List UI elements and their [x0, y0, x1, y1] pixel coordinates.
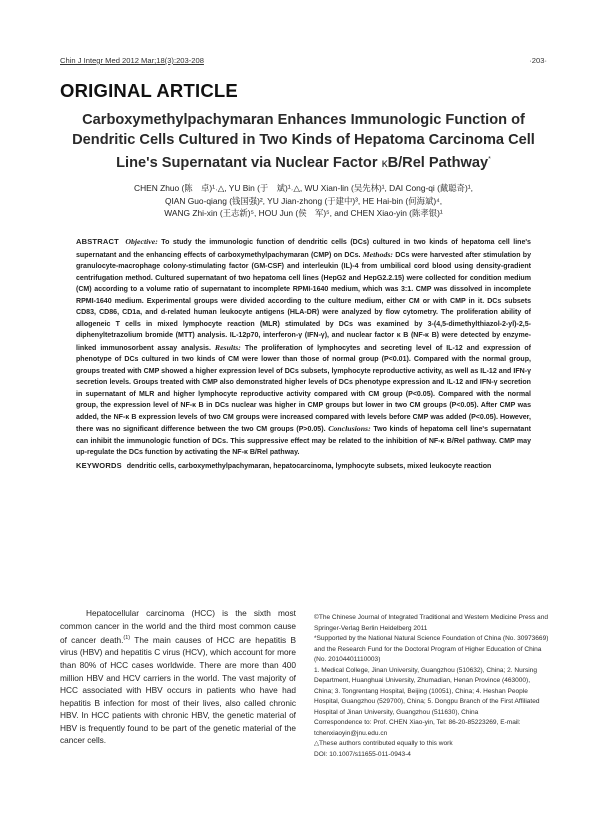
results-label: Results:	[214, 342, 241, 352]
title-text-end: B/Rel Pathway	[387, 154, 489, 171]
footnotes-column	[314, 613, 550, 760]
conclusions-text: Two kinds of hepatoma cell line's supernatant can inhibit the immunologic function of DCs. This suppressive effect may be related to the inhibition of NF-κ B/Rel pathway. CMP may up-regulate the DCs function by activating the NF-κ B/Rel pathway.	[76, 426, 531, 456]
methods-label: Methods:	[362, 249, 394, 259]
equal-contribution-note: △These authors contributed equally to this work	[314, 740, 453, 747]
page-number: ·203·	[529, 56, 547, 65]
title-text-main: Carboxymethylpachymaran Enhances Immunologic Function of Dendritic Cells Cultured in Two Kinds of Hepatoma Carcinoma Cell Line's Supernatant via Nuclear Factor	[72, 112, 535, 171]
keywords-text: dendritic cells, carboxymethylpachymaran, hepatocarcinoma, lymphocyte subsets, mixed leukocyte reaction	[126, 462, 492, 470]
author-list	[68, 182, 539, 220]
affiliations-note: 1. Medical College, Jinan University, Guangzhou (510632), China; 2. Nursing Department, Huanghuai University, Zhumadian, Henan Province (463000), China; 3. Tongrentang Hospital, Beijing (10051), China; 4. Heshan People Hospital, Guangzhou (529700), China; 5. Dongpu Branch of the First Affiliated Hospital of Jinan University, Guangzhou (511630), China	[314, 666, 540, 716]
body-text: Hepatocellular carcinoma (HCC) is the sixth most common cancer in the world and the third most common cause of cancer death.	[60, 608, 296, 645]
doi-note: DOI: 10.1007/s11655-011-0943-4	[314, 750, 411, 758]
keywords-line	[76, 460, 531, 473]
objective-text: To study the immunologic function of dendritic cells (DCs) cultured in two kinds of hepatoma cell line's supernatant and the enhancing effects of carboxymethylpachymaran (CMP) on DCs.	[76, 239, 531, 259]
funding-mark: *	[488, 156, 491, 163]
reference-citation[interactable]: (1)	[123, 635, 131, 642]
conclusions-label: Conclusions:	[328, 424, 371, 433]
copyright-note: ©The Chinese Journal of Integrated Traditional and Western Medicine Press and Springer-Verlag Berlin Heidelberg 2011	[314, 614, 548, 632]
journal-citation-link[interactable]: Chin J Integr Med 2012 Mar;18(3):203-208	[60, 56, 204, 65]
correspondence-note: Correspondence to: Prof. CHEN Xiao-yin, Tel: 86-20-85223269, E-mail: tchenxiaoyin@jnu.edu.cn	[314, 719, 521, 737]
running-head	[60, 56, 547, 70]
abstract-block	[76, 236, 531, 472]
methods-text: DCs were harvested after stimulation by granulocyte-macrophage colony-stimulating factor (GM-CSF) and interleukin (IL)-4 from umbilical cord blood using density-gradient centrifugation method. Cultured supernatant of two hepatoma cell lines (HepG2 and HepG2.2.15) were collected for condition medium (CM) according to a volume ratio of supernatant to incomplete RPMI-1640 medium, which was 3:1. CMP was dissolved in incomplete RPMI-1640 medium. Experimental groups were divided according to the culture medium, either CM or with CMP in it. DCs subsets CD83, CD86, CD1a, and d-related human leukocyte antigens (HLA-DR) were analyzed by flow cytometry. The proliferation ability of allogeneic T cells in mixed lymphocyte reaction (MLR) stimulated by DCs was examined by 3-(4,5-dimethylthiazol-2-yl)-2,5-diphenyltetrazolium bromide (MTT) analysis. IL-12p70, interferon-γ (IFN-γ), and nuclear factor κ B (NF-κ B) were detected by enzyme-linked immunosorbent assay analysis.	[76, 251, 532, 352]
author-line: WANG Zhi-xin (王志新)⁵, HOU Jun (侯 军)⁵, and CHEN Xiao-yin (陈孝银)¹	[164, 208, 443, 219]
article-title	[58, 110, 549, 173]
abstract-body	[76, 236, 531, 459]
results-text: The proliferation of lymphocytes and secreting level of IL-12 and expression of phenotype of DCs cultured in two kinds of CM were lower than those of normal group (P<0.01). Compared with the normal group, groups treated with CMP showed a higher expression level of DCs subsets, lymphocyte reproductive activity, as well as IL-12 and IFN-γ secretion levels. Groups treated with CMP also demonstrated higher levels of DCs phenotype expression and IL-12 and IFN-γ secretion in supernatant of MLR and higher lymphocyte reproductive activity compared with CM group (P<0.05). Compared with the normal group, the expression level of NF-κ B in DCs nuclear was higher in CMP groups but lower in two CM groups (P<0.05). After CMP was added, the NF-κ B expression levels of two CM groups were increased compared with levels before CMP was added (P<0.05). However, there was no significant difference between the two CM groups (P>0.05).	[76, 344, 531, 433]
author-line: CHEN Zhuo (陈 卓)¹˒△, YU Bin (于 斌)¹˒△, WU Xian-lin (吴先林)¹, DAI Cong-qi (戴聪奇)¹,	[134, 183, 473, 193]
article-type-heading: ORIGINAL ARTICLE	[60, 80, 238, 101]
funding-note: *Supported by the National Natural Science Foundation of China (No. 30973669) and the Research Fund for the Doctoral Program of Higher Education of China (No. 20104401110003)	[314, 635, 549, 663]
abstract-heading: ABSTRACT	[76, 237, 119, 246]
objective-label: Objective:	[125, 237, 158, 246]
keywords-heading: KEYWORDS	[76, 460, 122, 470]
title-kappa-symbol: κ	[381, 155, 388, 170]
author-line: QIAN Guo-qiang (钱国强)², YU Jian-zhong (于建中)³, HE Hai-bin (何海斌)⁴,	[164, 195, 443, 206]
body-text: The main causes of HCC are hepatitis B virus (HBV) and hepatitis C virus (HCV), which account for more than 80% of HCC cases worldwide. There are more than 400 million HBV and HCV carriers in the world. The vast majority of HCC associated with HBV occurs in patients who have had hepatitis B infection for most of their lives, also called chronic HBV. In HCC patients with chronic HBV, the genetic material of HBV is frequently found to be part of the genetic material of the cancer cells.	[60, 634, 296, 746]
body-paragraph	[60, 607, 296, 747]
